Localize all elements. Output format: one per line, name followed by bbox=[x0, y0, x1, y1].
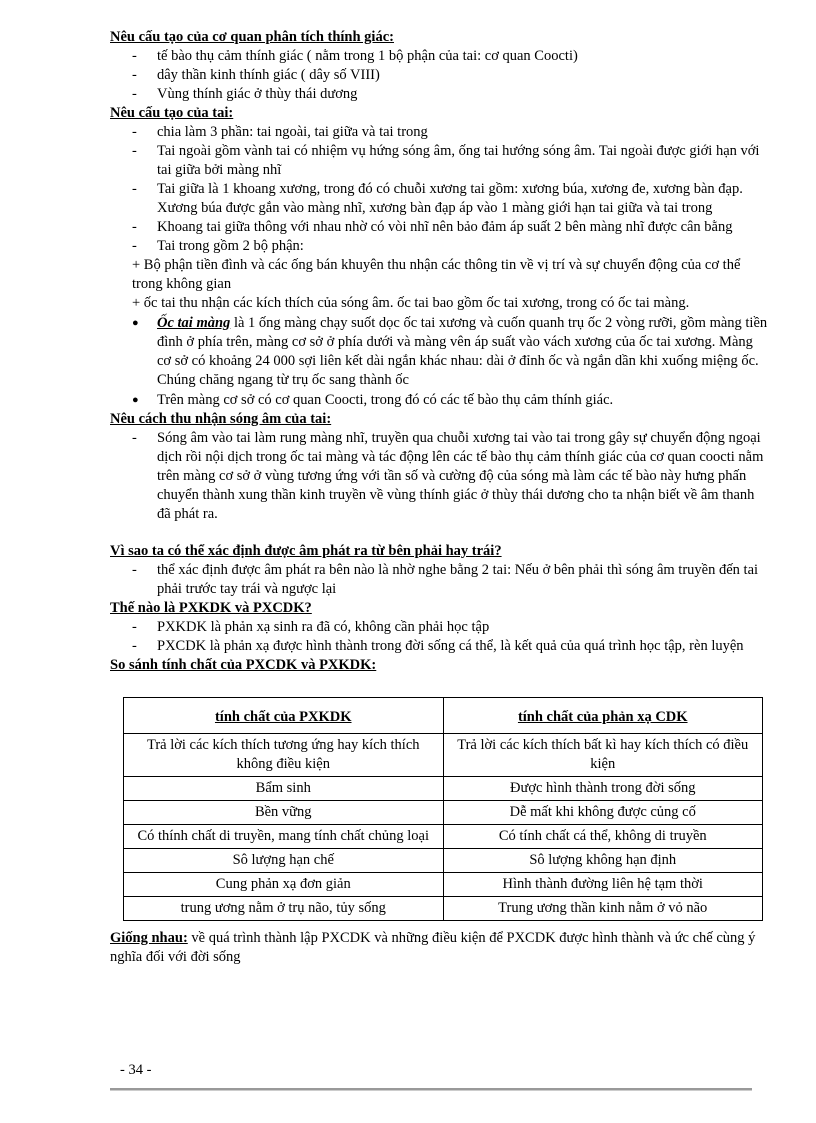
section-heading-sound-reception: Nêu cách thu nhận sóng âm của tai: bbox=[110, 411, 332, 427]
table-header-row bbox=[124, 698, 763, 734]
footer-rule bbox=[110, 1088, 752, 1091]
list-item: - dây thần kinh thính giác ( dây số VIII) bbox=[110, 66, 770, 85]
page-number: - 34 - bbox=[120, 1062, 152, 1078]
section-heading-comparison: So sánh tính chất của PXCDK và PXKDK: bbox=[110, 657, 377, 673]
table-cell: Có tính chất cá thể, không di truyền bbox=[443, 825, 763, 849]
section-heading-sound-direction: Vì sao ta có thể xác định được âm phát ra từ bên phải hay trái? bbox=[110, 543, 502, 559]
table-cell: trung ương nằm ở trụ não, tủy sống bbox=[124, 897, 444, 921]
list-item: - Sóng âm vào tai làm rung màng nhĩ, truyền qua chuỗi xương tai vào tai trong gây sự chuyển động ngoại dịch rồi nội dịch trong ốc tai màng và tác động lên các tế bào thụ cảm thính giác của cơ quan coocti nằm trên màng cơ sở ở vùng tương ứng với tần số và cường độ của sóng mà làm các tế bào này hưng phấn chuyển thành xung thần kinh truyền về vùng thính giác ở thùy thái dương cho ta nhận biết về âm thanh đã phát ra. bbox=[110, 429, 770, 524]
table-cell: Bền vững bbox=[124, 801, 444, 825]
table-cell: Trả lời các kích thích tương ứng hay kích thích không điều kiện bbox=[124, 734, 444, 777]
list-item: - chia làm 3 phần: tai ngoài, tai giữa và tai trong bbox=[110, 123, 770, 142]
list-item: - PXKDK là phản xạ sinh ra đã có, không cần phải học tập bbox=[110, 618, 770, 637]
list-item: - tế bào thụ cảm thính giác ( nằm trong 1 bộ phận của tai: cơ quan Coocti) bbox=[110, 47, 770, 66]
list-item-cochlear-duct bbox=[110, 314, 770, 390]
sound-direction-list bbox=[110, 561, 770, 599]
table-cell: Trung ương thần kinh nằm ở vỏ não bbox=[443, 897, 763, 921]
list-item-organ-of-corti: ● Trên màng cơ sở có cơ quan Coocti, trong đó có các tế bào thụ cảm thính giác. bbox=[110, 391, 770, 410]
table-row bbox=[124, 897, 763, 921]
cochlea-bullet-list bbox=[110, 314, 770, 410]
sound-reception-list bbox=[110, 429, 770, 524]
table-cell: Sô lượng không hạn định bbox=[443, 849, 763, 873]
section-heading-ear-structure: Nêu cấu tạo của tai: bbox=[110, 105, 234, 121]
comparison-table bbox=[123, 697, 763, 921]
table-cell: Sô lượng hạn chế bbox=[124, 849, 444, 873]
cochlear-duct-text: là 1 ống màng chạy suốt dọc ốc tai xương và cuốn quanh trụ ốc 2 vòng rưỡi, gồm màng tiền đình ở phía trên, màng cơ sở ở phía dưới và màng vên áp suất vào vách xương của ốc tai xương. Màng cơ sở có khoảng 24 000 sợi liên kết dài ngắn khác nhau: dài ở đỉnh ốc và ngắn dần khi xuống miệng ốc. Chúng chăng ngang từ trụ ốc sang thành ốc bbox=[157, 315, 768, 388]
table-row bbox=[124, 849, 763, 873]
list-item: - Tai trong gồm 2 bộ phận: bbox=[110, 237, 770, 256]
table-cell: Trả lời các kích thích bất kì hay kích thích có điều kiện bbox=[443, 734, 763, 777]
table-row bbox=[124, 873, 763, 897]
list-item: - Tai ngoài gồm vành tai có nhiệm vụ hứng sóng âm, ống tai hướng sóng âm. Tai ngoài được giới hạn với tai giữa bởi màng nhĩ bbox=[110, 142, 770, 180]
table-cell: Cung phản xạ đơn giản bbox=[124, 873, 444, 897]
term-cochlear-duct: Ốc tai màng bbox=[157, 315, 231, 331]
section-heading-reflex-definitions: Thế nào là PXKDK và PXCDK? bbox=[110, 600, 312, 616]
table-row bbox=[124, 734, 763, 777]
table-cell: Dễ mất khi không được củng cố bbox=[443, 801, 763, 825]
table-row bbox=[124, 777, 763, 801]
table-cell: Hình thành đường liên hệ tạm thời bbox=[443, 873, 763, 897]
table-row bbox=[124, 825, 763, 849]
similarities-note bbox=[110, 929, 770, 967]
list-item: - thể xác định được âm phát ra bên nào là nhờ nghe bằng 2 tai: Nếu ở bên phải thì sóng âm truyền đến tai phải trước tay trái và ngược lại bbox=[110, 561, 770, 599]
auditory-analyzer-list bbox=[110, 47, 770, 104]
column-header: tính chất của PXKDK bbox=[124, 698, 444, 734]
section-heading-auditory-analyzer: Nêu cấu tạo của cơ quan phân tích thính giác: bbox=[110, 29, 394, 45]
column-header: tính chất của phản xạ CDK bbox=[443, 698, 763, 734]
ear-structure-list bbox=[110, 123, 770, 256]
list-item: - PXCDK là phản xạ được hình thành trong đời sống cá thể, là kết quả của quá trình học tập, rèn luyện bbox=[110, 637, 770, 656]
list-item: - Tai giữa là 1 khoang xương, trong đó có chuỗi xương tai gồm: xương búa, xương đe, xương bàn đạp. Xương búa được gắn vào màng nhĩ, xương bàn đạp áp vào 1 màng giới hạn tai giữa và tai trong bbox=[110, 180, 770, 218]
table-row bbox=[124, 801, 763, 825]
table-cell: Có thính chất di truyền, mang tính chất chủng loại bbox=[124, 825, 444, 849]
table-cell: Bẩm sinh bbox=[124, 777, 444, 801]
inner-ear-part-cochlea: + ốc tai thu nhận các kích thích của sóng âm. ốc tai bao gồm ốc tai xương, trong có ốc tai màng. bbox=[132, 295, 690, 311]
list-item: - Khoang tai giữa thông với nhau nhờ có vòi nhĩ nên bảo đảm áp suất 2 bên màng nhĩ được cân bằng bbox=[110, 218, 770, 237]
similarities-text: về quá trình thành lập PXCDK và những điều kiện để PXCDK được hình thành và ức chế cùng ý nghĩa đối với đời sống bbox=[110, 930, 756, 965]
document-page bbox=[110, 28, 770, 967]
list-item: - Vùng thính giác ở thùy thái dương bbox=[110, 85, 770, 104]
similarities-label: Giống nhau: bbox=[110, 930, 188, 946]
inner-ear-part-vestibular: + Bộ phận tiền đình và các ống bán khuyên thu nhận các thông tin về vị trí và sự chuyển động của cơ thể trong không gian bbox=[132, 257, 741, 292]
reflex-definitions-list bbox=[110, 618, 770, 656]
table-cell: Được hình thành trong đời sống bbox=[443, 777, 763, 801]
